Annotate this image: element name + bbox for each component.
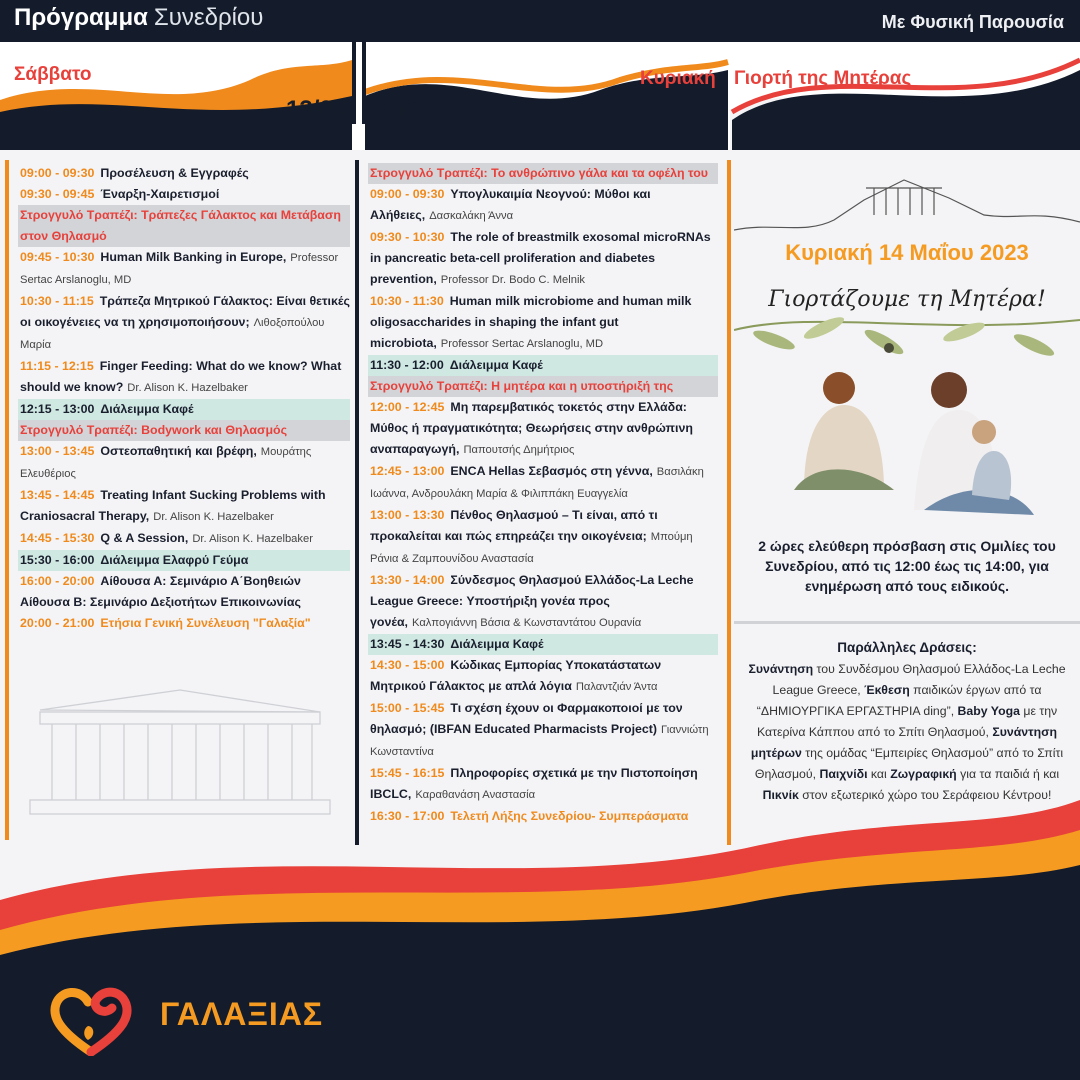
round-table-title: Στρογγυλό Τραπέζι: Η μητέρα και η υποστήριξή της: [370, 379, 674, 393]
schedule-row: [18, 571, 350, 613]
session-title: Πληροφορίες σχετικά με την Πιστοποίηση IBCLC,: [370, 766, 698, 801]
session-time: 16:30 - 17:00: [370, 809, 445, 823]
saturday-rule: [5, 160, 9, 840]
schedule-row: [18, 163, 350, 184]
schedule-row: [18, 485, 350, 528]
schedule-row: [18, 613, 350, 634]
sunday-date: 14/05: [370, 96, 431, 123]
saturday-day: Σάββατο: [14, 64, 92, 85]
schedule-row: [368, 763, 718, 806]
mother-figures: [794, 372, 1034, 515]
session-title: Πένθος Θηλασμού – Τι είναι, από τι προκαλείται και πώς επηρεάζει την οικογένεια;: [370, 508, 658, 543]
round-table-title: Στρογγυλό Τραπέζι: Bodywork και Θηλασμός: [20, 423, 288, 437]
schedule-row: [18, 247, 350, 291]
session-title: Διάλειμμα Καφέ: [450, 637, 544, 651]
session-time: 09:45 - 10:30: [20, 250, 95, 264]
session-time: 12:00 - 12:45: [370, 400, 445, 414]
attendance-label: Με Φυσική Παρουσία: [881, 12, 1064, 32]
session-speaker: Dr. Alison K. Hazelbaker: [127, 382, 248, 394]
activity-name: Baby Yoga: [957, 704, 1020, 718]
page-title: [14, 4, 263, 32]
session-time: 13:30 - 14:00: [370, 573, 445, 587]
session-title: The role of breastmilk exosomal microRNAs in pancreatic beta-cell proliferation and diabetes prevention,: [370, 230, 711, 286]
session-time: 09:00 - 09:30: [370, 187, 445, 201]
galaxias-logo-text: ΓΑΛΑΞΙΑΣ: [160, 996, 324, 1032]
mothers-day-illustration: [734, 160, 1080, 540]
round-table-row: [368, 376, 718, 397]
schedule-row: [368, 698, 718, 763]
session-time: 15:00 - 15:45: [370, 701, 445, 715]
round-table-title: Στρογγυλό Τραπέζι: Το ανθρώπινο γάλα και τα οφέλη του: [370, 166, 709, 180]
skyline-sketch: [734, 180, 1080, 230]
activity-name: Ζωγραφική: [890, 767, 957, 781]
session-speaker: Δασκαλάκη Άννα: [429, 210, 514, 222]
session-title: Αίθουσα Α: Σεμινάριο Α΄Βοηθειών Αίθουσα Β: Σεμινάριο Δεξιοτήτων Επικοινωνίας: [20, 574, 301, 609]
session-title: Τι σχέση έχουν οι Φαρμακοποιοί με τον θηλασμό; (IBFAN Educated Pharmacists Project): [370, 701, 683, 736]
session-speaker: Professor Dr. Bodo C. Melnik: [440, 274, 586, 286]
session-speaker: Καλπογιάννη Βάσια & Κωνσταντάτου Ουρανία: [412, 617, 642, 629]
session-time: 15:45 - 16:15: [370, 766, 445, 780]
schedule-row: [368, 806, 718, 827]
activity-detail: παιδικών έργων από τα “ΔΗΜΙΟΥΡΓΙΚΑ ΕΡΓΑΣΤΗΡΙΑ ding”,: [756, 683, 1042, 718]
break-row: [368, 355, 718, 376]
header-divider-left: [352, 42, 356, 124]
session-time: 15:30 - 16:00: [20, 553, 95, 567]
sunday-schedule: [368, 163, 718, 827]
session-title: Διάλειμμα Καφέ: [449, 358, 543, 372]
celebration-script: Γιορτάζουμε τη Μητέρα!: [768, 287, 1046, 312]
session-title: Q & A Session,: [100, 531, 189, 545]
panel-rule: [727, 160, 731, 845]
panel-divider: [734, 621, 1080, 624]
session-title: Treating Infant Sucking Problems with Craniosacral Therapy,: [20, 488, 326, 523]
session-title: Τράπεζα Μητρικού Γάλακτος: Είναι θετικές οι οικογένειες να τη χρησιμοποιήσουν;: [20, 294, 350, 329]
session-speaker: Dr. Alison K. Hazelbaker: [153, 511, 274, 523]
schedule-row: [368, 570, 718, 634]
title-sub: Συνεδρίου: [153, 4, 264, 31]
activity-detail: για τα παιδιά ή και: [956, 767, 1060, 781]
activity-name: Έκθεση: [864, 683, 910, 697]
session-title: Human Milk Banking in Europe,: [100, 250, 287, 264]
session-time: 14:30 - 15:00: [370, 658, 445, 672]
title-main: Πρόγραμμα: [14, 4, 148, 31]
activity-detail: με την Κατερίνα Κάππου από το Σπίτι Θηλασμού,: [756, 704, 1058, 739]
sunday-day: Κυριακή: [640, 68, 716, 89]
session-speaker: Παπουτσής Δημήτριος: [463, 444, 575, 456]
session-title: Human milk microbiome and human milk oligosaccharides in shaping the infant gut microbiota,: [370, 294, 692, 350]
session-time: 14:45 - 15:30: [20, 531, 95, 545]
session-title: Διάλειμμα Καφέ: [100, 402, 194, 416]
galaxias-logo-heart-icon: [48, 986, 134, 1056]
activity-name: Παιχνίδι: [819, 767, 868, 781]
session-speaker: Λιθοξοπούλου Μαρία: [20, 317, 325, 351]
session-speaker: Παλαντζιάν Άντα: [575, 681, 658, 693]
session-time: 12:15 - 13:00: [20, 402, 95, 416]
schedule-row: [18, 356, 350, 399]
session-time: 20:00 - 21:00: [20, 616, 95, 630]
break-row: [368, 634, 718, 655]
event-date-line: Κυριακή 14 Μαΐου 2023: [785, 240, 1029, 265]
round-table-row: [18, 420, 350, 441]
session-time: 13:45 - 14:45: [20, 488, 95, 502]
session-time: 09:00 - 09:30: [20, 166, 95, 180]
activity-name: Συνάντηση μητέρων: [750, 725, 1058, 760]
session-speaker: Professor Sertac Arslanoglu, MD: [20, 252, 339, 286]
parallel-title: Παράλληλες Δράσεις:: [837, 640, 977, 655]
session-time: 13:45 - 14:30: [370, 637, 445, 651]
schedule-row: [368, 227, 718, 291]
session-title: Ετήσια Γενική Συνέλευση "Γαλαξία": [100, 616, 311, 630]
round-table-row: [18, 205, 350, 247]
session-time: 11:30 - 12:00: [370, 358, 444, 372]
mothers-day-heading: Γιορτή της Μητέρας: [734, 68, 912, 89]
break-row: [18, 399, 350, 420]
olive-branch: [734, 313, 1080, 359]
parallel-activities: [740, 659, 1074, 806]
session-time: 10:30 - 11:15: [20, 294, 94, 308]
schedule-row: [18, 291, 350, 356]
saturday-schedule: [18, 163, 350, 634]
header-divider-right: [362, 42, 366, 124]
schedule-row: [368, 397, 718, 461]
session-title: Μη παρεμβατικός τοκετός στην Ελλάδα: Μύθος ή πραγματικότητα; Θεωρήσεις στην ανθρώπινη αναπαραγωγή,: [370, 400, 693, 456]
activity-detail: στον εξωτερικό χώρο του Σεράφειου Κέντρου!: [798, 788, 1052, 802]
saturday-date: 13/05: [286, 96, 347, 123]
session-speaker: Μπούμη Ράνια & Ζαμπουνίδου Αναστασία: [370, 531, 693, 565]
session-speaker: Γιαννιώτη Κωνσταντίνα: [370, 724, 709, 758]
session-speaker: Καραθανάση Αναστασία: [415, 789, 536, 801]
session-speaker: Βασιλάκη Ιωάννα, Ανδρουλάκη Μαρία & Φιλιππάκη Ευαγγελία: [370, 466, 704, 500]
round-table-title: Στρογγυλό Τραπέζι: Τράπεζες Γάλακτος και Μετάβαση στον Θηλασμό: [20, 208, 341, 243]
session-time: 09:30 - 09:45: [20, 187, 95, 201]
free-access-note: 2 ώρες ελεύθερη πρόσβαση στις Ομιλίες του Συνεδρίου, από τις 12:00 έως τις 14:00, για ενημέρωση από τους ειδικούς.: [758, 538, 1056, 594]
session-title: Κώδικας Εμπορίας Υποκατάστατων Μητρικού Γάλακτος με απλά λόγια: [370, 658, 662, 693]
session-title: Finger Feeding: What do we know? What should we know?: [20, 359, 342, 394]
schedule-row: [368, 291, 718, 355]
session-title: ENCA Hellas Σεβασμός στη γέννα,: [450, 464, 653, 478]
session-time: 09:30 - 10:30: [370, 230, 445, 244]
session-time: 16:00 - 20:00: [20, 574, 95, 588]
activity-detail: του Συνδέσμου Θηλασμού Ελλάδος-La Leche League Greece,: [772, 662, 1066, 697]
schedule-row: [368, 184, 718, 227]
session-time: 13:00 - 13:45: [20, 444, 95, 458]
activity-detail: και: [867, 767, 891, 781]
round-table-row: [368, 163, 718, 184]
schedule-row: [368, 655, 718, 698]
session-title: Σύνδεσμος Θηλασμού Ελλάδος-La Leche League Greece: Υποστήριξη γονέα προς γονέα,: [370, 573, 694, 629]
session-time: 12:45 - 13:00: [370, 464, 445, 478]
session-time: 13:00 - 13:30: [370, 508, 445, 522]
sunday-rule: [355, 160, 359, 845]
schedule-row: [18, 184, 350, 205]
session-title: Προσέλευση & Εγγραφές: [100, 166, 249, 180]
session-title: Οστεοπαθητική και βρέφη,: [100, 444, 257, 458]
session-time: 10:30 - 11:30: [370, 294, 444, 308]
activity-name: Συνάντηση: [748, 662, 814, 676]
session-title: Διάλειμμα Ελαφρύ Γεύμα: [100, 553, 249, 567]
session-speaker: Μουράτης Ελευθέριος: [20, 446, 312, 480]
schedule-row: [368, 461, 718, 505]
session-title: Τελετή Λήξης Συνεδρίου- Συμπεράσματα: [450, 809, 689, 823]
session-title: Έναρξη-Χαιρετισμοί: [100, 187, 220, 201]
session-time: 11:15 - 12:15: [20, 359, 94, 373]
activity-name: Πικνίκ: [762, 788, 799, 802]
activity-detail: της ομάδας “Εμπειρίες Θηλασμού” από το Σπίτι Θηλασμού,: [754, 746, 1064, 781]
session-title: Υπογλυκαιμία Νεογνού: Μύθοι και Αλήθειες,: [370, 187, 651, 222]
schedule-row: [18, 528, 350, 550]
schedule-row: [18, 441, 350, 485]
schedule-row: [368, 505, 718, 570]
break-row: [18, 550, 350, 571]
session-speaker: Professor Sertac Arslanoglu, MD: [440, 338, 604, 350]
session-speaker: Dr. Alison K. Hazelbaker: [192, 533, 313, 545]
